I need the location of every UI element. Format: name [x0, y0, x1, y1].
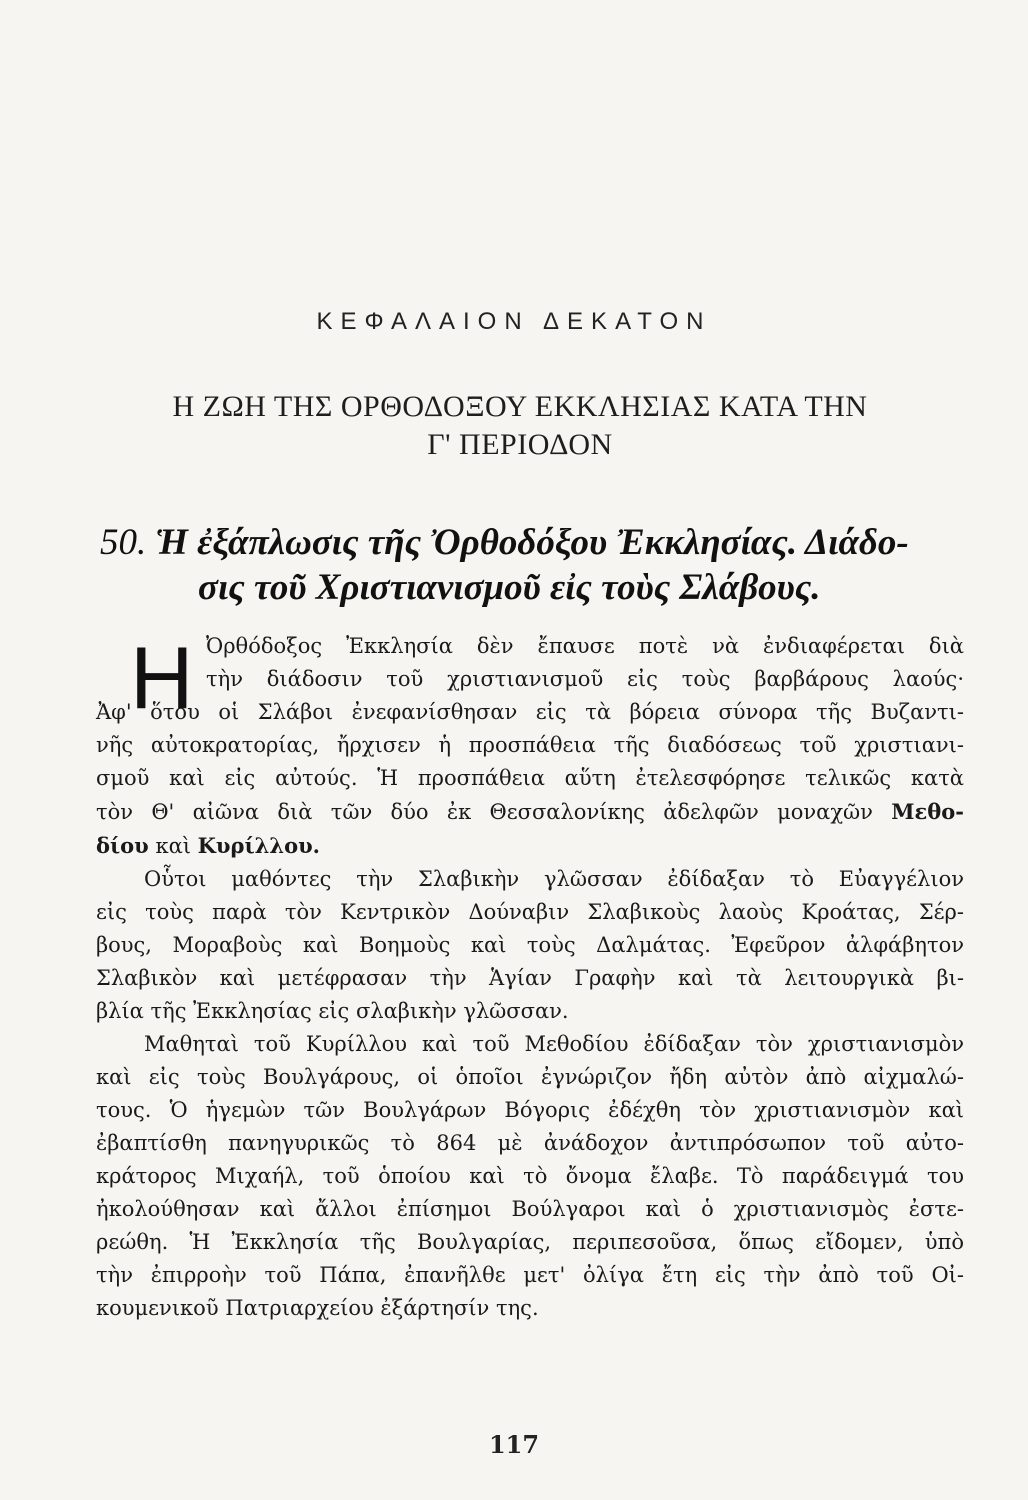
paragraph-2	[96, 863, 964, 1028]
name-methodius: Μεθο-	[891, 799, 964, 824]
text-line: τὴν διάδοσιν τοῦ χριστιανισμοῦ εἰς τοὺς βαρβάρους λαούς·	[206, 667, 964, 691]
text-line: σμοῦ καὶ εἰς αὐτούς. Ἡ προσπάθεια αὕτη ἐτελεσφόρησε τελικῶς κατὰ	[96, 766, 964, 790]
text-line: εἰς τοὺς παρὰ τὸν Κεντρικὸν Δούναβιν Σλαβικοὺς λαοὺς Κροάτας, Σέρ-	[96, 900, 964, 924]
text-line: ρεώθη. Ἡ Ἐκκλησία τῆς Βουλγαρίας, περιπεσοῦσα, ὅπως εἴδομεν, ὑπὸ	[96, 1230, 964, 1254]
text-line: Σλαβικὸν καὶ μετέφρασαν τὴν Ἁγίαν Γραφὴν καὶ τὰ λειτουργικὰ βι-	[96, 966, 964, 990]
chapter-label: ΚΕΦΑΛΑΙΟΝ ΔΕΚΑΤΟΝ	[316, 308, 712, 335]
text-line: τους. Ὁ ἡγεμὼν τῶν Βουλγάρων Βόγορις ἐδέχθη τὸν χριστιανισμὸν καὶ	[96, 1098, 964, 1122]
text-line-names	[96, 829, 964, 863]
chapter-title	[110, 388, 930, 464]
conjunction: καὶ	[155, 834, 191, 858]
text-line: κουμενικοῦ Πατριαρχείου ἐξάρτησίν της.	[96, 1296, 539, 1320]
text-line: Ἀφ' ὅτου οἱ Σλάβοι ἐνεφανίσθησαν εἰς τὰ βόρεια σύνορα τῆς Βυζαντι-	[96, 700, 964, 724]
text-line: Οὗτοι μαθόντες τὴν Σλαβικὴν γλῶσσαν ἐδίδαξαν τὸ Εὐαγγέλιον	[144, 867, 964, 891]
text-line-with-name	[96, 795, 964, 829]
text-line: βλία τῆς Ἐκκλησίας εἰς σλαβικὴν γλῶσσαν.	[96, 999, 569, 1023]
text-line: καὶ εἰς τοὺς Βουλγάρους, οἱ ὁποῖοι ἐγνώριζον ἤδη αὐτὸν ἀπὸ αἰχμαλώ-	[96, 1065, 964, 1089]
text-line: ἠκολούθησαν καὶ ἄλλοι ἐπίσημοι Βούλγαροι καὶ ὁ χριστιανισμὸς ἐστε-	[96, 1197, 964, 1221]
text-line: βους, Μοραβοὺς καὶ Βοημοὺς καὶ τοὺς Δαλμάτας. Ἐφεῦρον ἀλφάβητον	[96, 933, 964, 957]
text-segment: τὸν Θ' αἰῶνα διὰ τῶν δύο ἐκ Θεσσαλονίκης ἀδελφῶν μοναχῶν	[96, 800, 873, 824]
text-line: Μαθηταὶ τοῦ Κυρίλλου καὶ τοῦ Μεθοδίου ἐδίδαξαν τὸν χριστιανισμὸν	[144, 1032, 964, 1056]
section-heading	[100, 520, 960, 610]
text-line: ἐβαπτίσθη πανηγυρικῶς τὸ 864 μὲ ἀνάδοχον ἀντιπρόσωπον τοῦ αὐτο-	[96, 1131, 964, 1155]
section-title-part-2: σις τοῦ Χριστιανισμοῦ εἰς τοὺς Σλάβους.	[198, 567, 821, 608]
section-number: 50.	[100, 522, 147, 563]
section-title-part-1: Ἡ ἐξάπλωσις τῆς Ὀρθοδόξου Ἐκκλησίας. Διάδο-	[155, 522, 909, 563]
name-cyril: Κυρίλλου.	[197, 833, 320, 858]
chapter-title-line-1: Η ΖΩΗ ΤΗΣ ΟΡΘΟΔΟΞΟΥ ΕΚΚΛΗΣΙΑΣ ΚΑΤΑ ΤΗΝ	[172, 390, 868, 423]
text-line: τὴν ἐπιρροὴν τοῦ Πάπα, ἐπανῆλθε μετ' ὀλίγα ἔτη εἰς τὴν ἀπὸ τοῦ Οἰ-	[96, 1263, 964, 1287]
drop-cap-letter: Η	[130, 628, 194, 727]
text-line: κράτορος Μιχαήλ, τοῦ ὁποίου καὶ τὸ ὄνομα ἔλαβε. Τὸ παράδειγμά του	[96, 1164, 964, 1188]
name-methodius-end: δίου	[96, 833, 149, 858]
paragraph-3	[96, 1028, 964, 1325]
text-line: νῆς αὐτοκρατορίας, ἤρχισεν ἡ προσπάθεια τῆς διαδόσεως τοῦ χριστιανι-	[96, 733, 964, 757]
page-number: 117	[488, 1430, 540, 1459]
body-text	[96, 630, 964, 1325]
section-heading-line-1	[100, 520, 960, 565]
chapter-title-line-2: Γ' ΠΕΡΙΟΔΟΝ	[427, 428, 613, 461]
paragraph-1	[96, 630, 964, 863]
text-line: Ὀρθόδοξος Ἐκκλησία δὲν ἔπαυσε ποτὲ νὰ ἐνδιαφέρεται διὰ	[206, 634, 964, 658]
